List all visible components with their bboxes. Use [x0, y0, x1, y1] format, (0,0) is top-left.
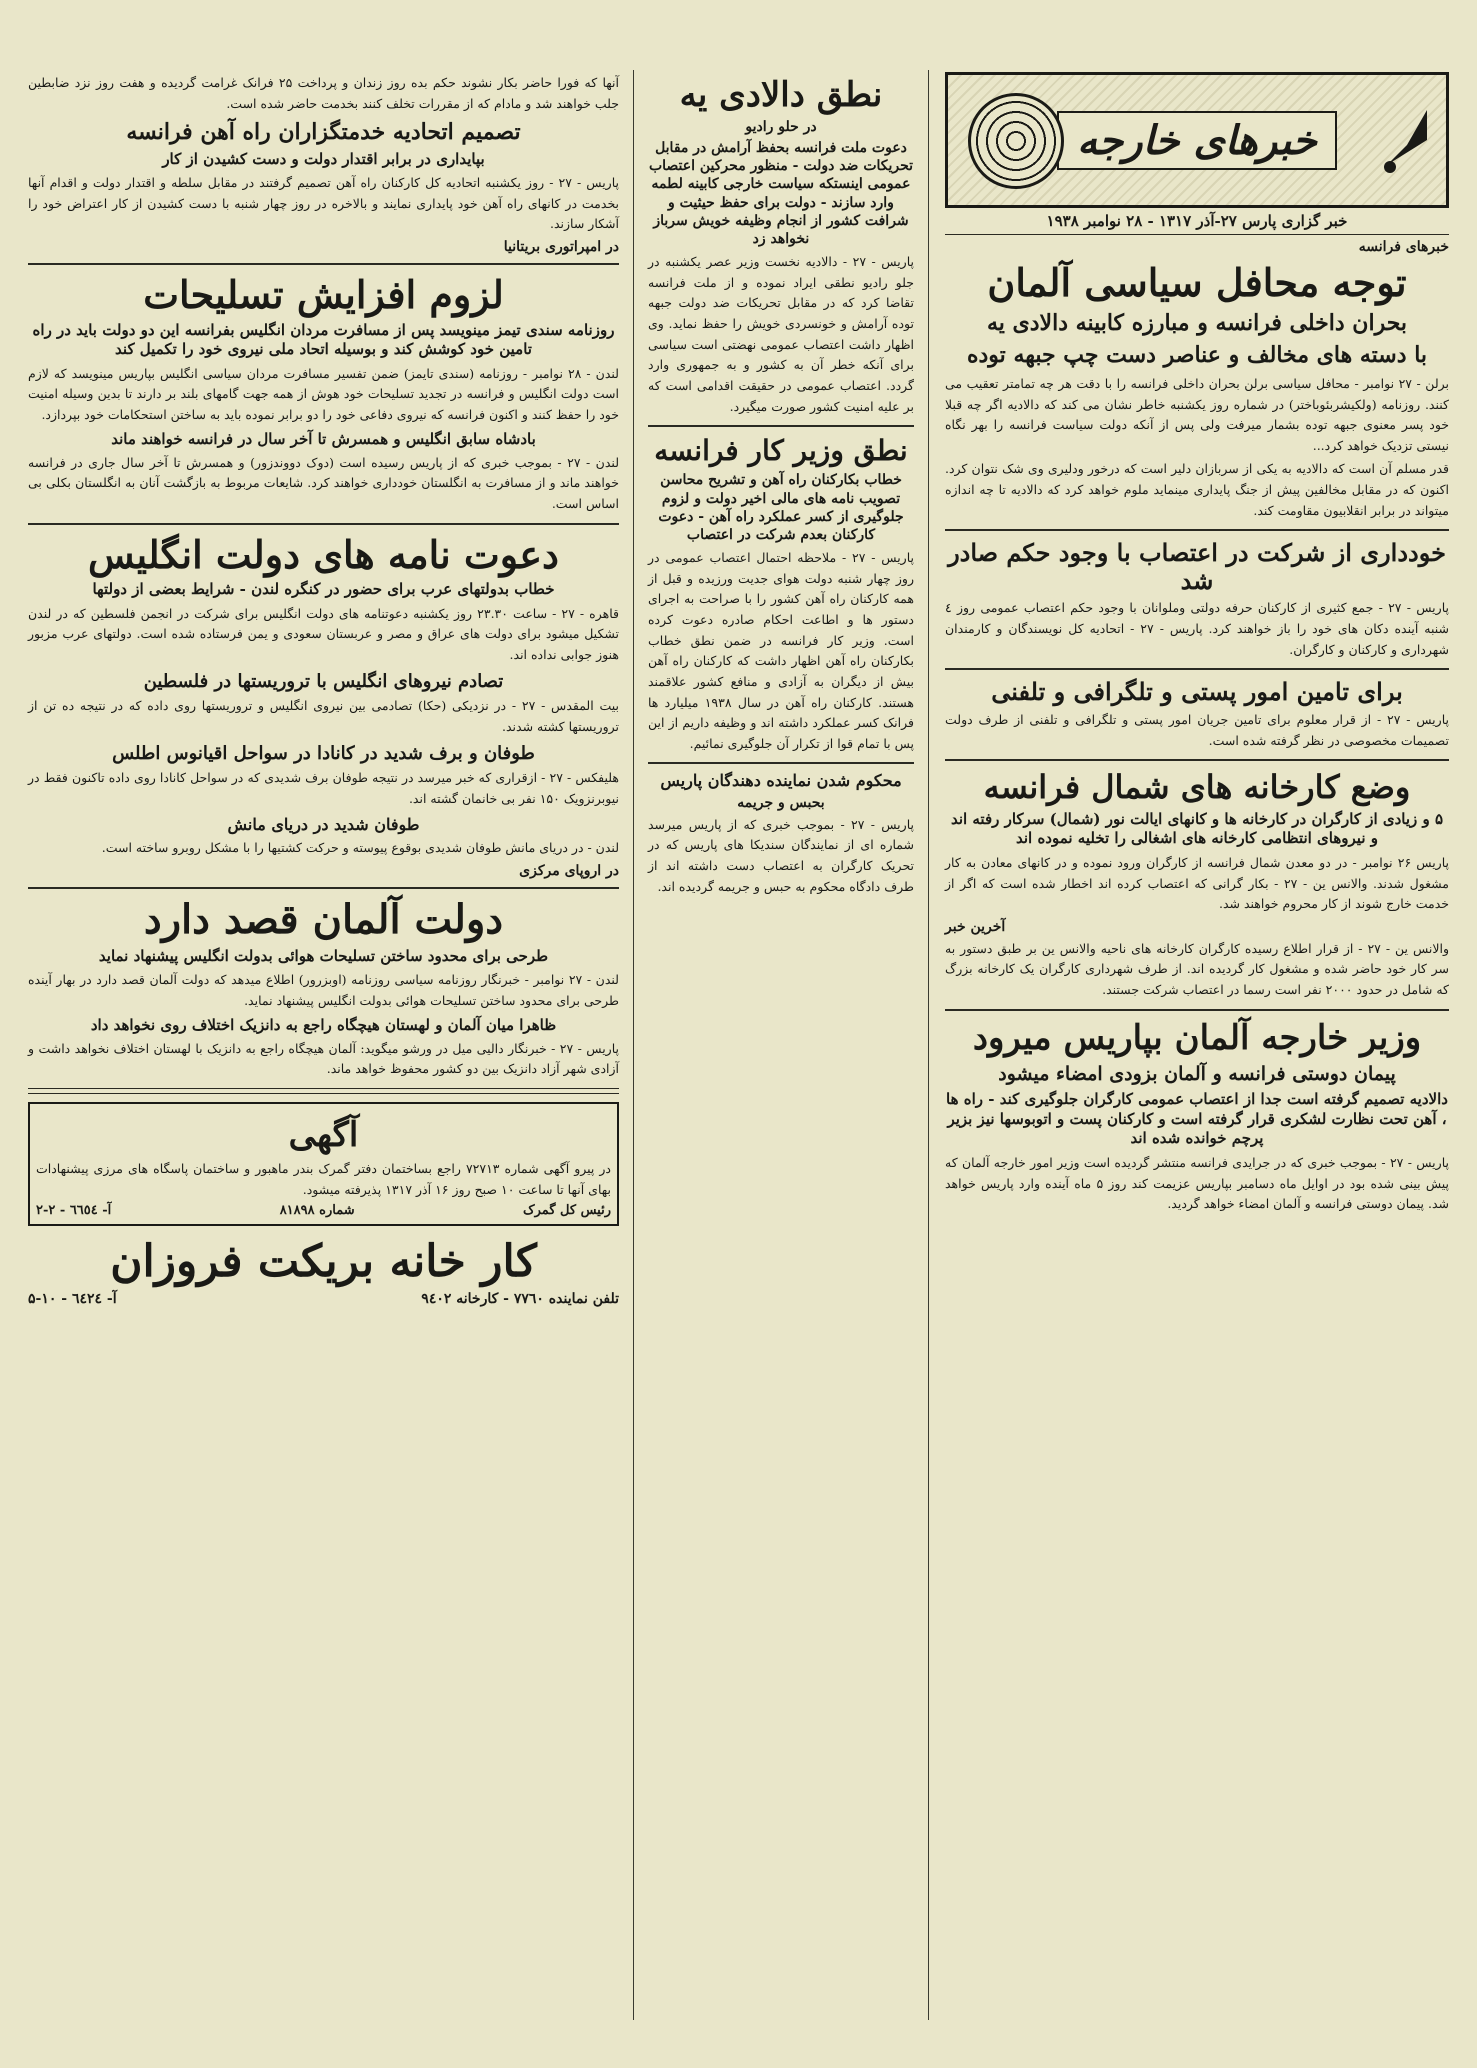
- kicker-france: خبرهای فرانسه: [1358, 239, 1449, 255]
- article-body: آنها که فورا حاضر بکار نشوند حکم بده روز زندان و پرداخت ۲۵ فرانک غرامت گردیده و هفت روز نزد ضابطین جلب خواهند شد و مادام که از مقررات تخلف کنند بخدمت حاضر شده است.: [28, 75, 620, 111]
- article-body: هلیفکس - ۲۷ - ازقراری که خبر میرسد در نتیجه طوفان برف شدیدی که در سواحل کانادا روی داده تاکنون فقط در نیوبرنزویک ۱۵۰ نفر بی خانمان گشته اند.: [28, 770, 619, 806]
- footer-ad-title: کار خانه بریکت فروزان: [110, 1236, 537, 1288]
- headline-channel-storm: طوفان شدید در دریای مانش: [227, 814, 420, 834]
- headline-palestine-clash: تصادم نیروهای انگلیس با تروریستها در فلسطین: [143, 670, 504, 692]
- footer-code: آ- ٦٤۲٤ - ۱۰-۵: [28, 1291, 117, 1308]
- column-left: [20, 20, 627, 1307]
- footer-phone: تلفن نماینده ۷۷٦۰ - کارخانه ۹٤۰۲: [421, 1291, 619, 1308]
- newspaper-page: [20, 20, 1457, 2028]
- article-body: پاریس - ۲۷ - روز یکشنبه اتحادیه کل کارکنان راه آهن تصمیم گرفتند در مقابل سلطه و اقتدار دولت و اقدام آنها بخدمت در کانهای راه آهن خود پایداری نمایند و بالاخره در روز چهار شنبه با دست کشیدن از کار اعتراض خود را آشکار سازند.: [28, 175, 619, 232]
- kicker-central-europe: در اروپای مرکزی: [519, 862, 619, 879]
- headline-british-invitations: دعوت نامه های دولت انگلیس: [88, 531, 559, 577]
- article-body: پاریس - ۲۷ - از قرار معلوم برای تامین جریان امور پستی و تلگرافی و تلفنی از طرف دولت تصمیمات مخصوصی در نظر گرفته شده است.: [945, 711, 1449, 748]
- headline-labor-minister: نطق وزیر کار فرانسه: [654, 434, 908, 468]
- dateline: خبر گزاری پارس ۲۷-آذر ۱۳۱۷ - ۲۸ نوامبر ۱۹۳۸: [945, 212, 1449, 235]
- article-body: بیت المقدس - ۲۷ - در نزدیکی (حکا) تصادمی بین نیروی انگلیس و تروریستها روی داده که در نتیجه ده تن از تروریستها کشته شدند.: [28, 698, 619, 734]
- gramophone-horn-icon: [1382, 105, 1432, 175]
- article-body: لندن - ۲۷ - بموجب خبری که از پاریس رسیده است (دوک دووندزور) و همسرش تا آخر سال جاری در فرانسه خواهند ماند و از مسافرت به انگلستان خودداری خواهند کرد. شایعات مربوط به بازگشت آنان به انگلستان بکلی بی اساس است.: [28, 454, 619, 511]
- article-body: قاهره - ۲۷ - ساعت ۲۳.۳۰ روز یکشنبه دعوتنامه های دولت انگلیس برای شرکت در انجمن فلسطین که در لندن تشکیل میشود برای دولت های عراق و مصر و عربستان سعودی و یمن فرستاده شده است. دولتهای عرب مزبور هنوز جوابی نداده اند.: [28, 605, 619, 663]
- ad-signature: رئیس کل گمرک: [523, 1203, 611, 1219]
- column-right: [937, 20, 1457, 1218]
- globe-icon: [968, 93, 1064, 189]
- article-body: پاریس - ۲۷ - ملاحظه احتمال اعتصاب عمومی در روز چهار شنبه دولت هوای جدیت ورزیده و قبل از همه کارکنان راه آهن کشور را با صراحت به اجرای دستور ها و اطاعت احکام صادره دعوت کرده است. وزیر کار فرانسه در ضمن نطق خطاب بکارکنان راه آهن اظهار داشت که کارکنان راه آهن بیش از دیگران به آزادی و منافع کشور علاقمند هستند. کارکنان راه آهن در سال ۱۹۳۸ میلیارد ها فرانک کسر عملکرد داشته اند و وظیفه داریم از این پس با تمام قوا از تکرار آن جلوگیری نمائیم.: [648, 550, 915, 751]
- kicker-jail-fine: بحبس و جریمه: [737, 794, 825, 811]
- subhead-opposition: با دسته های مخالف و عناصر دست چپ جبهه توده: [966, 342, 1428, 369]
- subhead-rail-union: بپایداری در برابر اقتدار دولت و دست کشیدن از کار: [162, 149, 485, 168]
- subhead-daladier-speech: دعوت ملت فرانسه بحفظ آرامش در مقابل تحریکات ضد دولت - منظور محرکین اعتصاب عمومی اینستکه سیاست خارجی کابینه لطمه وارد سازند - دولت برای حفظ حیثیت و شرافت کشور از انجام وظیفه خویش سرباز نخواهد زد: [648, 140, 914, 248]
- article-body: پاریس ۲۶ نوامبر - در دو معدن شمال فرانسه از کارگران ورود نموده و در کانهای معادن به کار مشغول شدند. والانس ین - ۲۷ - بکار گرانی که اعتصاب کرده اند اخطار شده است که اگر از خدمت خارج شوند از کار محروم خواهند شد.: [945, 854, 1450, 912]
- kicker-british-empire: در امپراتوری بریتانیا: [503, 238, 619, 255]
- subhead-air-arms: طرحی برای محدود ساختن تسلیحات هوائی بدولت انگلیس پیشنهاد نماید: [98, 946, 549, 965]
- article-body: والانس ین - ۲۷ - از قرار اطلاع رسیده کارگران کارخانه های ناحیه والانس ین بر طبق دستور به سر کار خود حاضر شده و مشغول کار گردیده اند. از طرف شهرداری کارگران یک کارخانه بزرگ که شامل در حدود ۲۰۰۰ نفر است رسما در اعتصاب شرکت جستند.: [945, 940, 1449, 998]
- headline-german-fm-paris: وزیر خارجه آلمان بپاریس میرود: [972, 1017, 1422, 1058]
- advertisement-box: [28, 1102, 619, 1226]
- headline-north-factories: وضع کارخانه های شمال فرانسه: [983, 768, 1411, 807]
- subhead-labor-minister: خطاب بکارکنان راه آهن و تشریح محاسن تصویب نامه های مالی اخیر دولت و لزوم جلوگیری از کسر عملکرد راه آهن - دعوت کارکنان بعدم شرکت در اعتصاب: [658, 472, 904, 543]
- headline-daladier-speech: نطق دالادی یه: [679, 75, 883, 115]
- headline-arms-increase: لزوم افزایش تسلیحات: [143, 271, 504, 317]
- article-body: برلن - ۲۷ نوامبر - محافل سیاسی برلن بحران داخلی فرانسه را با دقت هر چه تمامتر تعقیب می کنند. روزنامه (ولکیشربئوباختر) در شماره روز یکشنبه خاطر نشان می کند که دالادیه اگر چه قبلا خود پسر معنوی جبهه توده بشمار میرفت ولی پس از آنکه دولت سیاست فرانسه را بهر نگاه نیستی تزدیک خواهد کرد...: [945, 375, 1450, 453]
- subhead-north-factories: ۵ و زیادی از کارگران در کارخانه ها و کانهای ایالت نور (شمال) سرکار رفته اند و نیروهای انتظامی کارخانه های اشغالی را تخلیه نموده اند: [950, 809, 1444, 848]
- headline-germany-intends: دولت آلمان قصد دارد: [143, 895, 504, 943]
- kicker-radio: در حلو رادیو: [745, 119, 817, 136]
- headline-former-king: بادشاه سابق انگلیس و همسرش تا آخر سال در فرانسه خواهند ماند: [111, 430, 536, 449]
- subhead-british-invitations: خطاب بدولتهای عرب برای حضور در کنگره لندن - شرایط بعضی از دولتها: [92, 580, 555, 599]
- headline-rail-union: تصمیم اتحادیه خدمتگزاران راه آهن فرانسه: [126, 119, 521, 146]
- masthead: [945, 72, 1449, 208]
- headline-strike-refusal: خودداری از شرکت در اعتصاب با وجود حکم صادر شد: [948, 538, 1446, 595]
- headline-post-telegraph: برای تامین امور پستی و تلگرافی و تلفنی: [991, 677, 1403, 707]
- ad-code: آ- ٦٦٥٤ - ۲-۲: [36, 1203, 112, 1219]
- ad-title: آگهی: [288, 1114, 359, 1155]
- subhead-french-crisis: بحران داخلی فرانسه و مبارزه کابینه دالادی یه: [986, 309, 1408, 336]
- ad-body: در پیرو آگهی شماره ۷۲۷۱۳ راجع بساختمان دفتر گمرک بندر ماهبور و ساختمان پاسگاه های مرزی پیشنهادات بهای آنها تا ساعت ۱۰ صبح روز ۱۶ آذر ۱۳۱۷ پذیرفته میشود.: [36, 1160, 612, 1197]
- article-body: پاریس - ۲۷ - بموجب خبری که در جرایدی فرانسه منتشر گردیده است وزیر امور خارجه آلمان که پیش بینی شده بود در اوایل ماه دسامبر بپاریس عزیمت کند روز ۵ ماه آینده وارد پاریس خواهد شد. پیمان دوستی فرانسه و آلمان امضاء خواهد گردید.: [945, 1154, 1450, 1212]
- article-body: پاریس - ۲۷ - بموجب خبری که از پاریس میرسد شماره ای از نمایندگان سندیکا های پاریس که در تحریک کارگران به اعتصاب دست داشته اند از طرف دادگاه محکوم به حبس و جریمه گردیده اند.: [648, 816, 914, 894]
- article-body: قدر مسلم آن است که دالادیه به یکی از سربازان دلیر است که درخور ودلیری وی شک نتوان کرد. اکنون که در مقابل مخالفین پیش از جنگ پایداری مینماید ملوم خواهد کرد که دالادیه تا چه اندازه میتواند در برابر انقلابیون مقاومت کند.: [945, 461, 1449, 518]
- headline-canada-storm: طوفان و برف شدید در کانادا در سواحل اقیانوس اطلس: [112, 742, 535, 764]
- subhead-daladier-decision: دالادیه تصمیم گرفته است جدا از اعتصاب عمومی کارگران جلوگیری کند - راه ها ، آهن تحت نظارت لشکری قرار گرفته است و کارکنان پست و اتوبوسها نیز بزیر پرچم خوانده شده اند: [946, 1090, 1448, 1148]
- article-body: پاریس - ۲۷ - خبرنگار دالیی میل در ورشو میگوید: آلمان هیچگاه راجع به دانزیک با لهستان اختلاف نخواهد داشت و آزادی شهر آزاد دانزیک بین دو کشور محفوظ خواهد ماند.: [28, 1040, 619, 1077]
- ad-number: شماره ۸۱۸۹۸: [279, 1203, 355, 1219]
- article-body: لندن - ۲۷ نوامبر - خبرنگار روزنامه سیاسی روزنامه (اوبزرور) اطلاع میدهد که دولت آلمان قصد دارد در بهار آینده طرحی برای محدود ساختن تسلیحات هوائی بدولت انگلیس پیشنهاد نماید.: [28, 972, 619, 1008]
- article-body: لندن - ۲۸ نوامبر - روزنامه (سندی تایمز) ضمن تفسیر مسافرت مردان سیاسی انگلیس بپاریس مینویسد که لازم است دولت انگلیس و فرانسه در تجدید تسلیحات خود هوش از همه جهت گامهای بلند بر دارند تا بدین وسیله امنیت خود را حفظ کنند و اکنون فرانسه که نیروی دفاعی خود را دو برابر نموده باید به ساختن استحکامات خود بپردازد.: [28, 365, 619, 422]
- column-center: [640, 20, 922, 900]
- headline-german-circles: توجه محافل سیاسی آلمان: [987, 260, 1407, 305]
- article-body: پاریس - ۲۷ - جمع کثیری از کارکنان حرفه دولتی وملوانان با وجود حکم اعتصاب عمومی روز ٤ شنبه آینده دکان های خود را باز خواهند کرد. پاریس - ۲۷ - اتحادیه کل نویسندگان و کارمندان شهرداری و کارکنان و کارگران.: [945, 600, 1449, 657]
- kicker-latest-news: آخرین خبر: [945, 918, 1006, 935]
- article-body: پاریس - ۲۷ - دالادیه نخست وزیر عصر یکشنبه در جلو رادیو نطقی ایراد نموده و از ملت فرانسه تقاضا کرد که در مقابل تحریکات ضد دولت جبهه توده آرامش و خونسردی خویش را حفظ نماید. وی اظهار داشت اعتصاب عمومی نهضتی است سیاسی برای آنکه خطر آن به کشور و به جمهوری وارد گردد. اعتصاب عمومی در حقیقت اقدامی است که بر علیه امنیت کشور صورت میگیرد.: [648, 254, 914, 414]
- subhead-arms-increase: روزنامه سندی تیمز مینویسد پس از مسافرت مردان انگلیس بفرانسه این دو دولت باید در راه تامین خود کوشش کند و بوسیله اتحاد ملی نیروی خود را تکمیل کند: [32, 320, 615, 359]
- headline-danzig: ظاهرا میان آلمان و لهستان هیچگاه راجع به دانزیک اختلاف روی نخواهد داد: [90, 1016, 557, 1035]
- headline-paris-convicted: محکوم شدن نماینده دهندگان پاریس: [660, 771, 902, 791]
- masthead-title: خبرهای خارجه: [1057, 111, 1337, 170]
- article-body: لندن - در دریای مانش طوفان شدیدی بوقوع پیوسته و حرکت کشتیها را با مشکل روبرو ساخته است.: [101, 839, 619, 855]
- subhead-friendship-pact: پیمان دوستی فرانسه و آلمان بزودی امضاء میشود: [998, 1062, 1396, 1085]
